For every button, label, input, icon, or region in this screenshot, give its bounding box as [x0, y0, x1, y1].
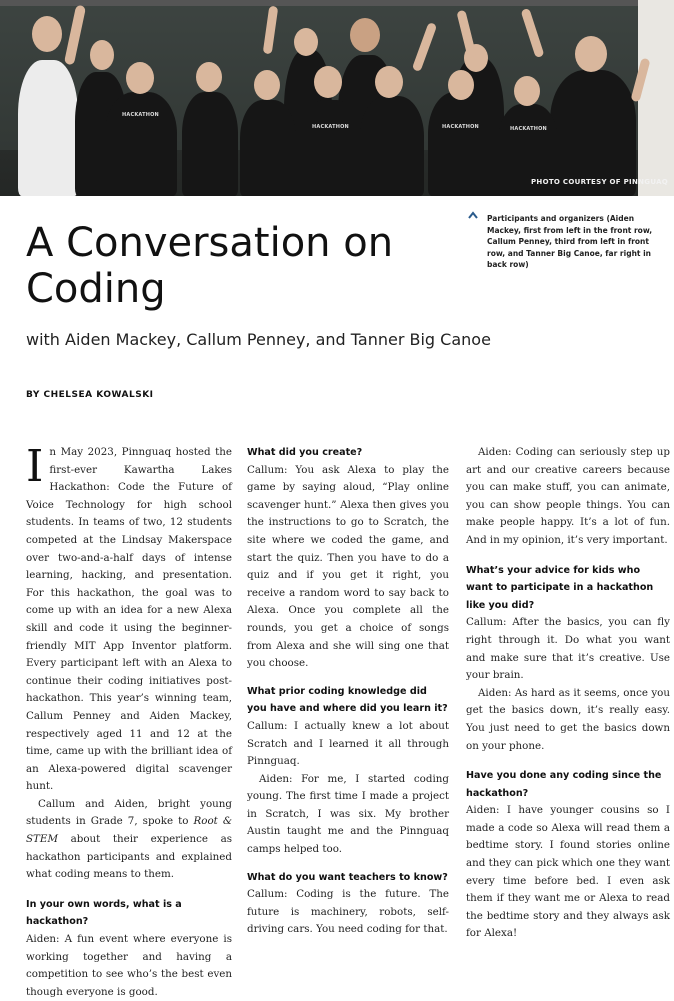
answer-paragraph: Aiden: For me, I started coding young. The first time I made a project in Scratch, I was six. My brother Austin taught me and the Pinnguaq camps helped too.	[247, 772, 449, 856]
answer-paragraph: Callum: You ask Alexa to play the game by saying aloud, “Play online scavenger hunt.” Alexa then gives you the instructions to go to Scratch, the site where we coded the game, and start the quiz. Then you have to do a quiz and if you get it right, you receive a random word to say back to Alexa. Once you complete all the rounds, you get a choice of songs from Alexa and she will sing one that you choose.	[247, 463, 449, 670]
person	[18, 60, 78, 196]
question-heading: In your own words, what is a hackathon?	[26, 898, 182, 928]
shirt-logo: HACKATHON	[510, 126, 547, 132]
question-heading: What did you create?	[247, 447, 363, 458]
question-heading: What’s your advice for kids who want to participate in a hackathon like you did?	[466, 564, 654, 611]
answer-paragraph: Aiden: A fun event where everyone is working together and having a competition to see who’s the best even though everyone is good.	[26, 933, 232, 998]
answer-paragraph: Aiden: As hard as it seems, once you get the basics down, it’s really easy. You just need to get the basics down on your phone.	[466, 686, 670, 752]
person	[105, 92, 177, 196]
person-head	[254, 70, 280, 100]
group-photo	[0, 0, 674, 196]
paragraph	[26, 796, 232, 884]
person	[428, 92, 494, 196]
text-run: about their experience as hackathon participants and explained what coding means to them.	[26, 833, 232, 881]
person-head	[32, 16, 62, 52]
person	[182, 92, 238, 196]
person-head	[350, 18, 380, 52]
person-head	[314, 66, 342, 98]
shirt-logo: HACKATHON	[122, 112, 159, 118]
person	[240, 100, 296, 196]
chevron-up-icon	[468, 211, 478, 219]
drop-cap: I	[26, 441, 44, 492]
person-head	[126, 62, 154, 94]
person-head	[196, 62, 222, 92]
byline: BY CHELSEA KOWALSKI	[26, 390, 154, 400]
ceiling-strip	[0, 0, 674, 6]
shirt-logo: HACKATHON	[312, 124, 349, 130]
photo-caption: Participants and organizers (Aiden Mackey, first from left in the front row, Callum Penney, third from left in front row, and Tanner Big Canoe, far right in back row)	[487, 214, 653, 269]
intro-paragraph	[26, 441, 232, 796]
person	[300, 100, 360, 196]
shirt-logo: HACKATHON	[442, 124, 479, 130]
question-heading: What do you want teachers to know?	[247, 871, 448, 883]
question-heading: Have you done any coding since the hackathon?	[466, 770, 662, 799]
question-heading: What prior coding knowledge did you have and where did you learn it?	[247, 685, 448, 715]
person-head	[90, 40, 114, 70]
answer-paragraph: Aiden: Coding can seriously step up art and our creative careers because you can make stuff, you can animate, you can show people things. You can make people happy. It’s a lot of fun. And in my opinion, it’s very important.	[466, 446, 670, 546]
photo-credit: PHOTO COURTESY OF PINNGUAQ	[531, 178, 669, 186]
column-3	[466, 444, 670, 943]
person	[360, 96, 424, 196]
answer-paragraph: Callum: After the basics, you can fly right through it. Do what you want and make sure that it’s creative. Use your brain.	[466, 616, 670, 682]
article-title: A Conversation on Coding	[26, 220, 394, 312]
person-head	[294, 28, 318, 56]
column-1	[26, 441, 232, 1001]
article-subtitle: with Aiden Mackey, Callum Penney, and Tanner Big Canoe	[26, 330, 491, 349]
person-head	[514, 76, 540, 106]
person-head	[448, 70, 474, 100]
intro-text: n May 2023, Pinnguaq hosted the first-ever Kawartha Lakes Hackathon: Code the Future of Voice Technology for high school students. In teams of two, 12 students competed at the Lindsay Makerspace over two-and-a-half days of intense learning, hacking, and presentation. For this hackathon, the goal was to come up with an idea for a new Alexa skill and code it using the beginner-friendly MIT App Inventor platform. Every participant left with an Alexa to continue their coding initiatives post-hackathon. This year’s winning team, Callum Penney and Aiden Mackey, respectively aged 11 and 12 at the time, came up with the brilliant idea of an Alexa-powered digital scavenger hunt.	[26, 446, 232, 793]
magazine-name: Root & STEM	[26, 815, 232, 846]
text-run: Callum and Aiden, bright young students in Grade 7, spoke to	[26, 797, 232, 828]
column-2	[247, 444, 449, 939]
answer-paragraph: Callum: Coding is the future. The future is machinery, robots, self-driving cars. You need coding for that.	[247, 888, 449, 936]
person-head	[375, 66, 403, 98]
answer-paragraph: Aiden: I have younger cousins so I made a code so Alexa will read them a bedtime story. I found stories online and they can pick which one they want every time before bed. I even ask them if they want me or Alexa to read the bedtime story and they always ask for Alexa!	[466, 804, 670, 940]
person-head	[575, 36, 607, 72]
answer-paragraph: Callum: I actually knew a lot about Scratch and I learned it all through Pinnguaq.	[247, 719, 449, 768]
wall-panel	[638, 0, 674, 196]
